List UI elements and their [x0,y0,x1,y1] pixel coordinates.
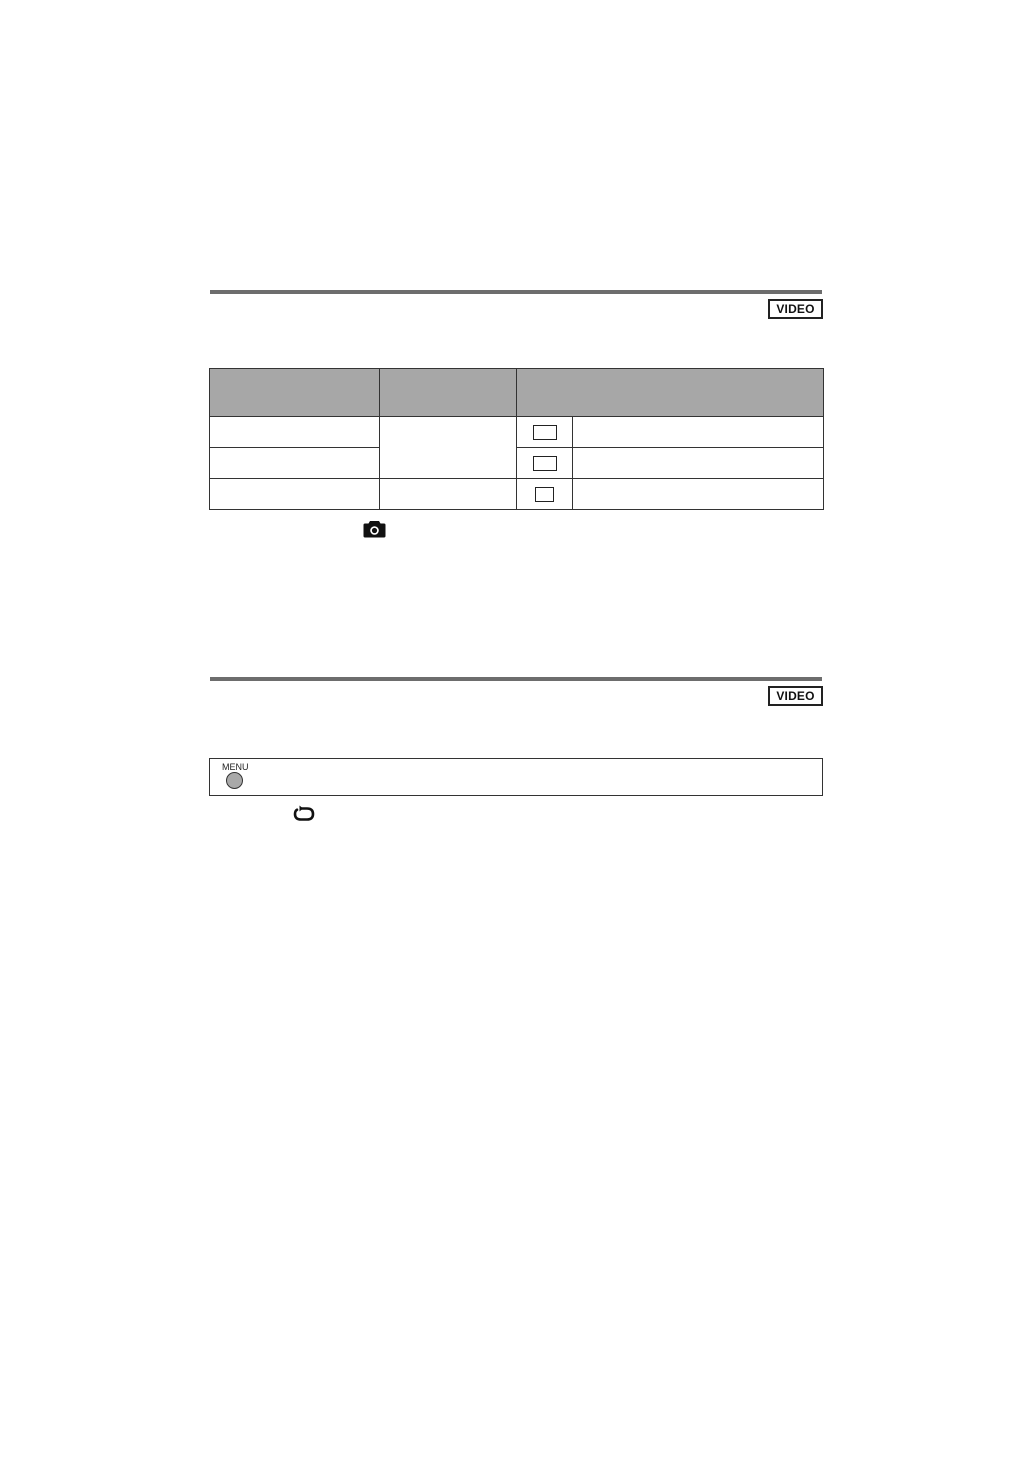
table-cell [210,417,380,448]
table-row [210,479,824,510]
menu-instruction-box [209,758,823,796]
repeat-icon [292,805,316,823]
aspect-ratio-wide-icon [533,456,557,471]
camera-icon [363,519,386,538]
video-badge: VIDEO [768,686,823,706]
section-divider-1 [210,290,822,294]
table-cell [573,479,824,510]
section-divider-2 [210,677,822,681]
table-row [210,417,824,448]
video-badge: VIDEO [768,299,823,319]
table-header-cell [210,369,380,417]
table-cell-icon [517,417,573,448]
table-header-cell [517,369,824,417]
aspect-ratio-wide-icon [533,425,557,440]
table-cell [573,448,824,479]
table-cell-icon [517,479,573,510]
table-cell [210,448,380,479]
table-cell-merged [380,417,517,479]
table-cell [380,479,517,510]
menu-label: MENU [222,762,249,772]
table-header-cell [380,369,517,417]
menu-button-icon [226,772,243,789]
table-row [210,448,824,479]
spec-table [209,368,824,510]
aspect-ratio-standard-icon [535,487,554,502]
table-header-row [210,369,824,417]
table-cell-icon [517,448,573,479]
table-cell [573,417,824,448]
table-cell [210,479,380,510]
